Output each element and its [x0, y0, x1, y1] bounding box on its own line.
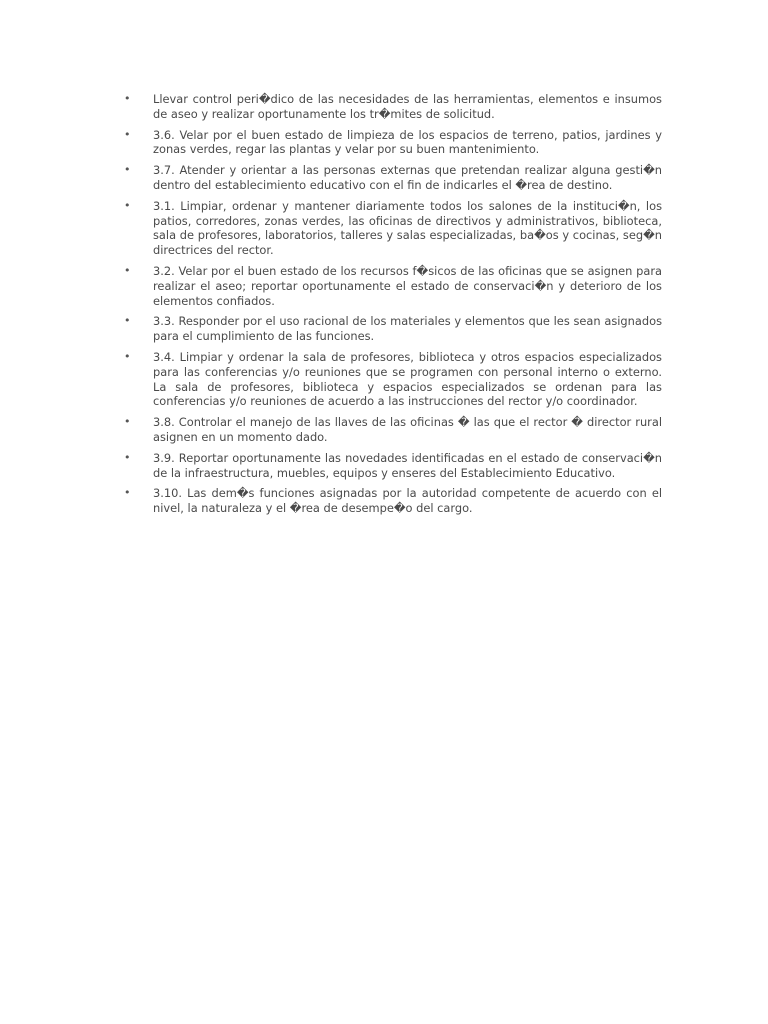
- list-item-text: 3.9. Reportar oportunamente las novedades identificadas en el estado de conservaci�n de la infraestructura, muebles, equipos y enseres del Establecimiento Educativo.: [153, 450, 662, 480]
- bullet-icon: •: [124, 163, 131, 177]
- list-item-text: 3.1. Limpiar, ordenar y mantener diariamente todos los salones de la instituci�n, los patios, corredores, zonas verdes, las oficinas de directivos y administrativos, biblioteca, sala de profesores, laboratorios, talleres y salas especializadas, ba�os y cocinas, seg�n directrices del rector.: [153, 198, 662, 258]
- list-item: [124, 350, 662, 409]
- list-item-text: 3.8. Controlar el manejo de las llaves de las oficinas � las que el rector � director rural asignen en un momento dado.: [153, 415, 662, 444]
- list-item: [124, 314, 662, 344]
- list-item: [124, 486, 662, 516]
- list-item-text: 3.3. Responder por el uso racional de los materiales y elementos que les sean asignados para el cumplimiento de las funciones.: [153, 314, 662, 344]
- list-item-text: 3.7. Atender y orientar a las personas externas que pretendan realizar alguna gesti�n dentro del establecimiento educativo con el fin de indicarles el �rea de destino.: [153, 163, 662, 192]
- list-item-text: 3.2. Velar por el buen estado de los recursos f�sicos de las oficinas que se asignen para realizar el aseo; reportar oportunamente el estado de conservaci�n y deterioro de los elementos confiados.: [153, 263, 662, 308]
- list-item-text: 3.10. Las dem�s funciones asignadas por la autoridad competente de acuerdo con el nivel, la naturaleza y el �rea de desempe�o del cargo.: [153, 486, 662, 516]
- list-item: [124, 264, 662, 308]
- list-item: [124, 92, 662, 122]
- list-item: [124, 163, 662, 193]
- functions-list: [124, 92, 662, 522]
- list-item-text: Llevar control peri�dico de las necesidades de las herramientas, elementos e insumos de aseo y realizar oportunamente los tr�mites de solicitud.: [153, 92, 662, 121]
- list-item: [124, 128, 662, 158]
- bullet-icon: •: [124, 415, 131, 429]
- bullet-icon: •: [124, 198, 131, 212]
- list-item: [124, 199, 662, 258]
- list-item-text: 3.6. Velar por el buen estado de limpieza de los espacios de terreno, patios, jardines y zonas verdes, regar las plantas y velar por su buen mantenimiento.: [153, 127, 662, 157]
- bullet-icon: •: [124, 349, 131, 363]
- bullet-icon: •: [124, 127, 131, 141]
- bullet-icon: •: [124, 450, 131, 464]
- bullet-icon: •: [124, 486, 131, 500]
- bullet-icon: •: [124, 314, 131, 328]
- list-item: [124, 451, 662, 481]
- bullet-icon: •: [124, 263, 131, 277]
- list-item: [124, 415, 662, 445]
- list-item-text: 3.4. Limpiar y ordenar la sala de profesores, biblioteca y otros espacios especializados para las conferencias y/o reuniones que se programen con personal interno o externo. La sala de profesores, biblioteca y espacios especializados se ordenan para las conferencias y/o reuniones de acuerdo a las instrucciones del rector y/o coordinador.: [153, 349, 662, 409]
- bullet-icon: •: [124, 92, 131, 105]
